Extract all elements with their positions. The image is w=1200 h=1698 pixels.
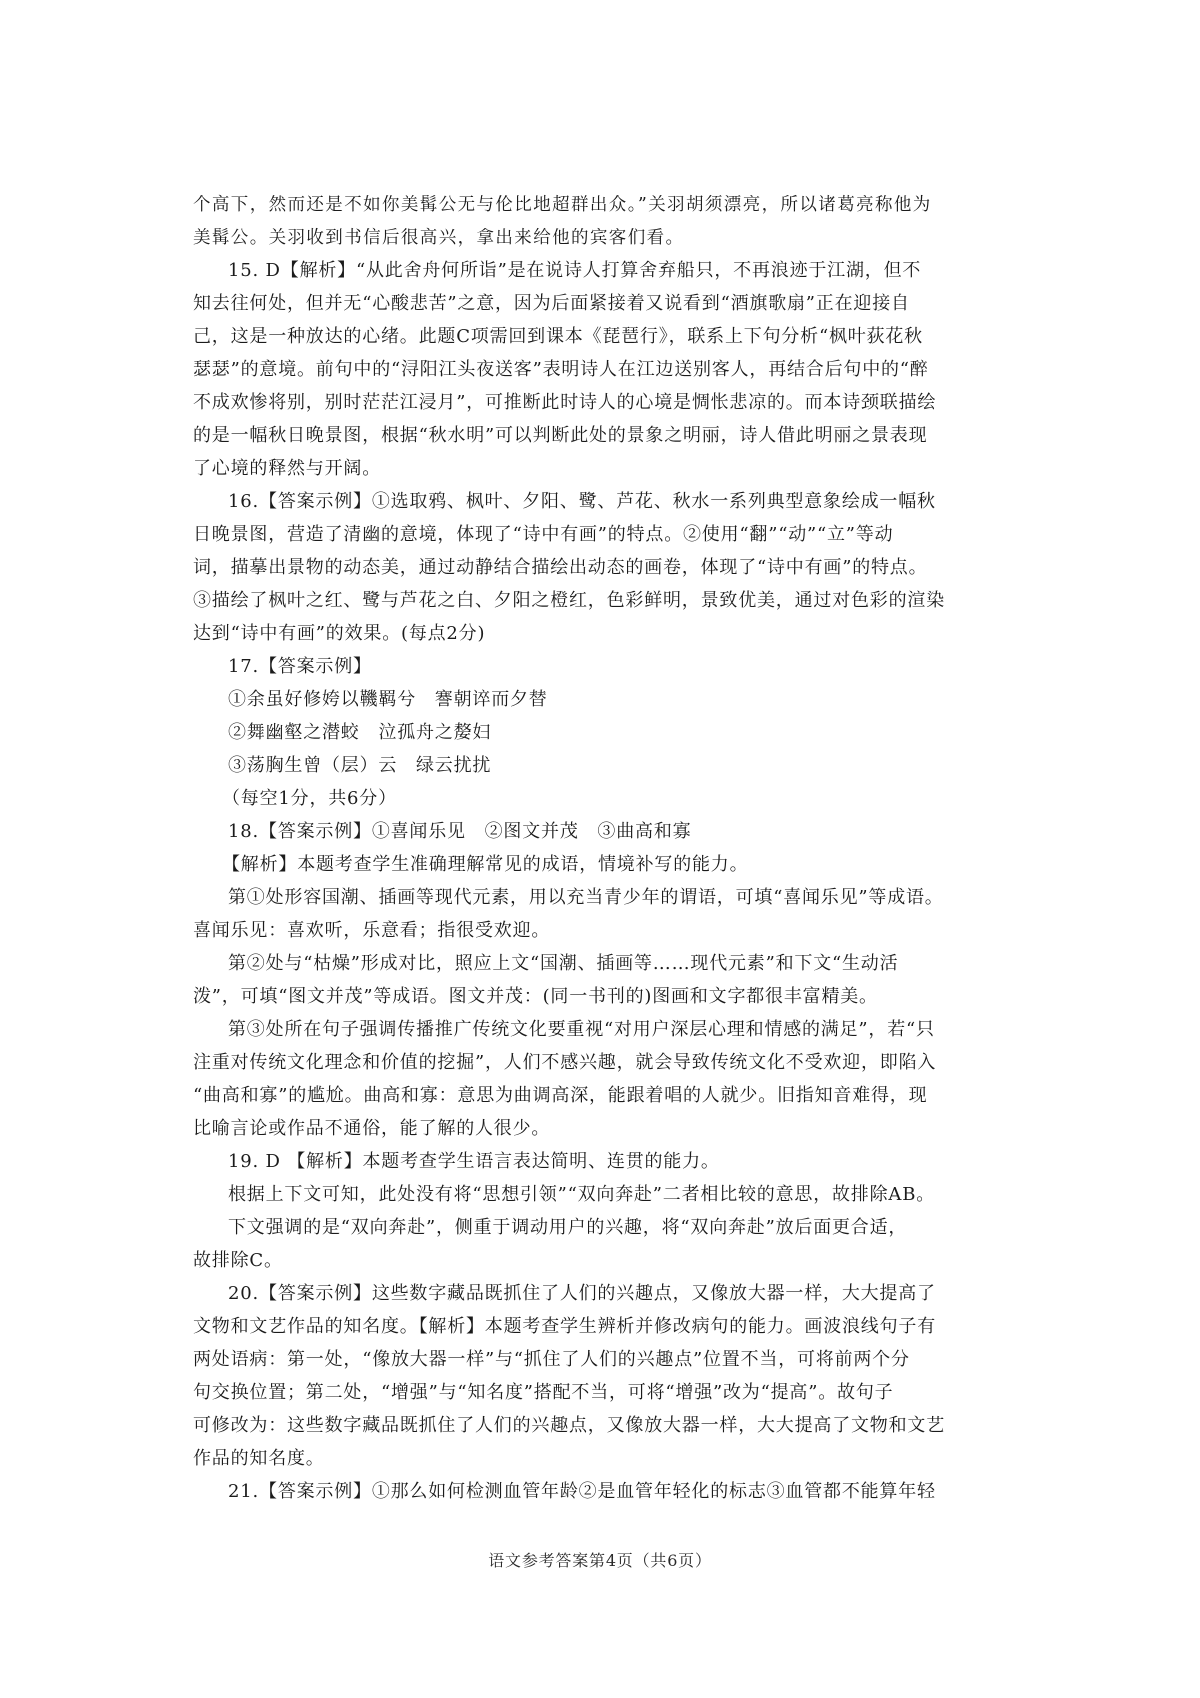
text-line: 【解析】本题考查学生准确理解常见的成语，情境补写的能力。 <box>222 854 749 875</box>
text-line: 了心境的释然与开阔。 <box>193 458 381 479</box>
text-line: 可修改为：这些数字藏品既抓住了人们的兴趣点，又像放大器一样，大大提高了文物和文艺 <box>193 1415 945 1436</box>
text-line: 喜闻乐见：喜欢听，乐意看；指很受欢迎。 <box>193 920 551 941</box>
text-line: 美髯公。关羽收到书信后很高兴，拿出来给他的宾客们看。 <box>193 228 685 248</box>
text-line: ①余虽好修姱以鞿羁兮 謇朝谇而夕替 <box>228 689 548 710</box>
text-line: 句交换位置；第二处，“增强”与“知名度”搭配不当，可将“增强”改为“提高”。故句子 <box>193 1382 894 1403</box>
text-line: 的是一幅秋日晚景图，根据“秋水明”可以判断此处的景象之明丽，诗人借此明丽之景表现 <box>193 425 928 446</box>
text-line: 个高下，然而还是不如你美髯公无与伦比地超群出众。”关羽胡须漂亮，所以诸葛亮称他为 <box>193 195 932 215</box>
text-line: ③描绘了枫叶之红、鹭与芦花之白、夕阳之橙红，色彩鲜明，景致优美，通过对色彩的渲染 <box>193 590 945 611</box>
text-line: 17.【答案示例】 <box>228 656 372 677</box>
text-line: 20.【答案示例】这些数字藏品既抓住了人们的兴趣点，又像放大器一样，大大提高了 <box>228 1283 936 1304</box>
text-line: ②舞幽壑之潜蛟 泣孤舟之嫠妇 <box>228 722 492 743</box>
text-line: 两处语病：第一处，“像放大器一样”与“抓住了人们的兴趣点”位置不当，可将前两个分 <box>193 1349 910 1370</box>
text-line: 泼”，可填“图文并茂”等成语。图文并茂：(同一书刊的)图画和文字都很丰富精美。 <box>193 986 878 1007</box>
text-line: 第②处与“枯燥”形成对比，照应上文“国潮、插画等……现代元素”和下文“生动活 <box>228 953 899 974</box>
text-line: 词，描摹出景物的动态美，通过动静结合描绘出动态的画卷，体现了“诗中有画”的特点。 <box>193 557 928 578</box>
text-line: 15. D【解析】“从此舍舟何所诣”是在说诗人打算舍弃船只，不再浪迹于江湖，但不 <box>228 260 922 281</box>
text-line: 作品的知名度。 <box>193 1448 325 1469</box>
text-line: 日晚景图，营造了清幽的意境，体现了“诗中有画”的特点。②使用“翻”“动”“立”等动 <box>193 524 894 545</box>
text-line: 第③处所在句子强调传播推广传统文化要重视“对用户深层心理和情感的满足”，若“只 <box>228 1019 935 1040</box>
text-line: 比喻言论或作品不通俗，能了解的人很少。 <box>193 1118 551 1139</box>
text-line: （每空1分，共6分） <box>222 788 397 809</box>
text-line: 根据上下文可知，此处没有将“思想引领”“双向奔赴”二者相比较的意思，故排除AB。 <box>228 1184 936 1205</box>
text-line: 21.【答案示例】①那么如何检测血管年龄②是血管年轻化的标志③血管都不能算年轻 <box>228 1481 936 1502</box>
text-line: ③荡胸生曾（层）云 绿云扰扰 <box>228 755 492 776</box>
text-line: 知去往何处，但并无“心酸悲苦”之意，因为后面紧接着又说看到“酒旗歌扇”正在迎接自 <box>193 293 910 314</box>
text-line: 注重对传统文化理念和价值的挖掘”，人们不感兴趣，就会导致传统文化不受欢迎，即陷入 <box>193 1052 937 1073</box>
text-line: 文物和文艺作品的知名度。【解析】本题考查学生辨析并修改病句的能力。画波浪线句子有 <box>193 1316 936 1337</box>
text-line: 16.【答案示例】①选取鸦、枫叶、夕阳、鹭、芦花、秋水一系列典型意象绘成一幅秋 <box>228 491 936 512</box>
text-line: 故排除C。 <box>193 1250 283 1271</box>
text-line: 瑟瑟”的意境。前句中的“浔阳江头夜送客”表明诗人在江边送别客人，再结合后句中的“醉 <box>193 359 929 380</box>
text-line: 己，这是一种放达的心绪。此题C项需回到课本《琵琶行》，联系上下句分析“枫叶荻花秋 <box>193 326 923 347</box>
text-line: 第①处形容国潮、插画等现代元素，用以充当青少年的谓语，可填“喜闻乐见”等成语。 <box>228 887 944 908</box>
text-line: 18.【答案示例】①喜闻乐见 ②图文并茂 ③曲高和寡 <box>228 821 692 842</box>
page-footer: 语文参考答案第4页（共6页） <box>488 1551 712 1570</box>
text-line: 19. D 【解析】本题考查学生语言表达简明、连贯的能力。 <box>228 1151 720 1172</box>
text-line: 达到“诗中有画”的效果。(每点2分) <box>193 623 486 644</box>
text-line: 不成欢惨将别，别时茫茫江浸月”，可推断此时诗人的心境是惆怅悲凉的。而本诗颈联描绘 <box>193 392 937 413</box>
text-line: 下文强调的是“双向奔赴”，侧重于调动用户的兴趣，将“双向奔赴”放后面更合适， <box>228 1217 908 1238</box>
text-line: “曲高和寡”的尴尬。曲高和寡：意思为曲调高深，能跟着唱的人就少。旧指知音难得，现 <box>193 1085 928 1106</box>
